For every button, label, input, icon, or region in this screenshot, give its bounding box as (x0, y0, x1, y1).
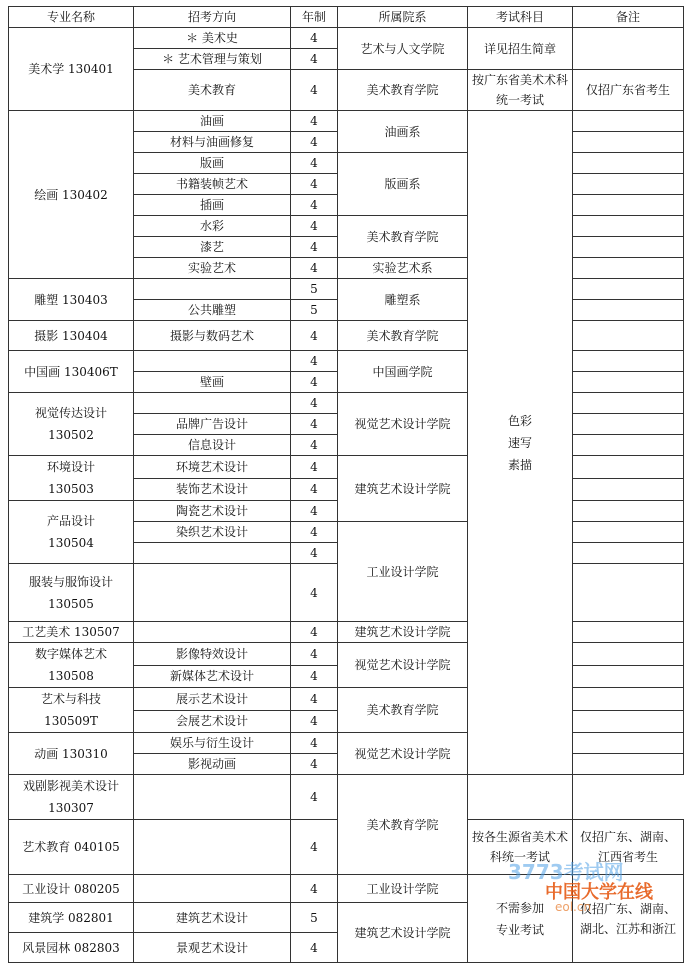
remark-cell (573, 478, 684, 501)
department-cell: 艺术与人文学院 (338, 28, 468, 70)
exam-cell: 按各生源省美术术科统一考试 (468, 820, 573, 875)
years-cell: 4 (291, 754, 338, 775)
table-row (9, 321, 684, 351)
direction-cell (134, 820, 291, 875)
years-cell: 4 (291, 414, 338, 435)
years-cell: 4 (291, 28, 338, 49)
direction-cell: 信息设计 (134, 435, 291, 456)
years-cell: 4 (291, 49, 338, 70)
remark-cell (573, 754, 684, 775)
years-cell: 4 (291, 622, 338, 643)
years-cell: 5 (291, 279, 338, 300)
years-cell: 4 (291, 933, 338, 963)
direction-cell: 水彩 (134, 216, 291, 237)
table-row (9, 393, 684, 414)
remark-cell (573, 28, 684, 70)
direction-cell: ＊ 美术史 (134, 28, 291, 49)
major-cell: 环境设计 130503 (9, 456, 134, 501)
remark-cell (573, 279, 684, 300)
department-cell: 中国画学院 (338, 351, 468, 393)
remark-cell (573, 393, 684, 414)
department-cell: 工业设计学院 (338, 522, 468, 622)
direction-cell: 品牌广告设计 (134, 414, 291, 435)
years-cell: 4 (291, 710, 338, 733)
department-cell: 油画系 (338, 111, 468, 153)
major-cell: 摄影 130404 (9, 321, 134, 351)
direction-cell: 壁画 (134, 372, 291, 393)
table-row (9, 775, 684, 820)
major-cell: 艺术与科技 130509T (9, 688, 134, 733)
remark-cell (573, 564, 684, 622)
direction-cell: 实验艺术 (134, 258, 291, 279)
years-cell: 4 (291, 321, 338, 351)
direction-cell: 版画 (134, 153, 291, 174)
department-cell: 美术教育学院 (338, 70, 468, 111)
exam-cell: 按广东省美术术科统一考试 (468, 70, 573, 111)
years-cell: 4 (291, 237, 338, 258)
years-cell: 4 (291, 522, 338, 543)
exam-subject: 色彩 (507, 413, 532, 428)
table-row (9, 643, 684, 666)
department-cell: 视觉艺术设计学院 (338, 643, 468, 688)
direction-cell: 新媒体艺术设计 (134, 665, 291, 688)
major-cell: 动画 130310 (9, 733, 134, 775)
remark-cell (573, 643, 684, 666)
direction-cell (134, 875, 291, 903)
major-cell: 中国画 130406T (9, 351, 134, 393)
remark-cell (573, 414, 684, 435)
years-cell: 4 (291, 456, 338, 479)
header-direction: 招考方向 (134, 7, 291, 28)
remark-cell (573, 300, 684, 321)
remark-cell (573, 195, 684, 216)
table-row (9, 111, 684, 132)
direction-cell (134, 279, 291, 300)
major-cell: 工业设计 080205 (9, 875, 134, 903)
direction-cell: 公共雕塑 (134, 300, 291, 321)
exam-cell: 不需参加 专业考试 (468, 875, 573, 963)
direction-cell: 美术教育 (134, 70, 291, 111)
years-cell: 4 (291, 372, 338, 393)
major-cell: 风景园林 082803 (9, 933, 134, 963)
remark-cell (573, 321, 684, 351)
direction-cell: 摄影与数码艺术 (134, 321, 291, 351)
remark-cell (573, 688, 684, 711)
table-row (9, 351, 684, 372)
header-row (9, 7, 684, 28)
years-cell: 5 (291, 903, 338, 933)
years-cell: 4 (291, 875, 338, 903)
years-cell: 4 (291, 543, 338, 564)
years-cell: 4 (291, 70, 338, 111)
major-cell: 视觉传达设计 130502 (9, 393, 134, 456)
major-cell: 产品设计 130504 (9, 501, 134, 564)
years-cell: 4 (291, 351, 338, 372)
major-cell: 绘画 130402 (9, 111, 134, 279)
major-cell: 雕塑 130403 (9, 279, 134, 321)
remark-cell (573, 435, 684, 456)
department-cell: 美术教育学院 (338, 688, 468, 733)
direction-cell: 建筑艺术设计 (134, 903, 291, 933)
direction-cell: 展示艺术设计 (134, 688, 291, 711)
years-cell: 4 (291, 153, 338, 174)
major-cell: 戏剧影视美术设计 130307 (9, 775, 134, 820)
department-cell: 视觉艺术设计学院 (338, 733, 468, 775)
remark-cell (573, 665, 684, 688)
direction-cell: 插画 (134, 195, 291, 216)
department-cell: 建筑艺术设计学院 (338, 903, 468, 963)
header-exam: 考试科目 (468, 7, 573, 28)
direction-cell: 染织艺术设计 (134, 522, 291, 543)
header-department: 所属院系 (338, 7, 468, 28)
table-row (9, 456, 684, 479)
years-cell: 5 (291, 300, 338, 321)
header-years: 年制 (291, 7, 338, 28)
direction-cell: 装饰艺术设计 (134, 478, 291, 501)
table-row (9, 875, 684, 903)
remark-cell (573, 543, 684, 564)
years-cell: 4 (291, 435, 338, 456)
exam-subject: 速写 (507, 435, 532, 450)
exam-subject: 素描 (507, 457, 532, 472)
department-cell: 视觉艺术设计学院 (338, 393, 468, 456)
years-cell: 4 (291, 258, 338, 279)
years-cell: 4 (291, 216, 338, 237)
years-cell: 4 (291, 195, 338, 216)
remark-cell (573, 501, 684, 522)
remark-cell (573, 622, 684, 643)
direction-cell: 材料与油画修复 (134, 132, 291, 153)
watermark-url: eol.cn (555, 900, 592, 914)
major-cell: 建筑学 082801 (9, 903, 134, 933)
exam-main-cell (468, 111, 573, 775)
direction-cell: 环境艺术设计 (134, 456, 291, 479)
remark-cell (573, 522, 684, 543)
major-cell: 工艺美术 130507 (9, 622, 134, 643)
remark-cell: 仅招广东、湖南、江西省考生 (573, 820, 684, 875)
header-remark: 备注 (573, 7, 684, 28)
remark-cell (573, 372, 684, 393)
enrollment-table (8, 6, 684, 963)
remark-cell (573, 132, 684, 153)
years-cell: 4 (291, 665, 338, 688)
years-cell: 4 (291, 478, 338, 501)
department-cell: 版画系 (338, 153, 468, 216)
department-cell: 实验艺术系 (338, 258, 468, 279)
department-cell: 工业设计学院 (338, 875, 468, 903)
direction-cell (134, 564, 291, 622)
remark-cell: 仅招广东、湖南、湖北、江苏和浙江 (573, 875, 684, 963)
remark-cell: 仅招广东省考生 (573, 70, 684, 111)
table-row (9, 733, 684, 754)
years-cell: 4 (291, 643, 338, 666)
major-cell: 服装与服饰设计 130505 (9, 564, 134, 622)
watermark-brand: 中国大学在线 (545, 882, 653, 903)
remark-cell (573, 111, 684, 132)
direction-cell (134, 775, 291, 820)
table-row (9, 622, 684, 643)
department-cell: 建筑艺术设计学院 (338, 622, 468, 643)
remark-cell (573, 153, 684, 174)
department-cell: 建筑艺术设计学院 (338, 456, 468, 522)
department-cell: 美术教育学院 (338, 775, 468, 875)
watermark-site: 3773考试网 (508, 860, 624, 884)
remark-cell (573, 258, 684, 279)
direction-cell (134, 393, 291, 414)
table-row (9, 279, 684, 300)
table-row (9, 688, 684, 711)
direction-cell: ＊ 艺术管理与策划 (134, 49, 291, 70)
direction-cell: 影视动画 (134, 754, 291, 775)
department-cell: 雕塑系 (338, 279, 468, 321)
remark-cell (573, 216, 684, 237)
remark-cell (573, 174, 684, 195)
direction-cell (134, 351, 291, 372)
remark-cell (573, 710, 684, 733)
years-cell: 4 (291, 393, 338, 414)
direction-cell (134, 622, 291, 643)
major-cell: 艺术教育 040105 (9, 820, 134, 875)
remark-cell (573, 733, 684, 754)
years-cell: 4 (291, 564, 338, 622)
direction-cell: 油画 (134, 111, 291, 132)
header-major: 专业名称 (9, 7, 134, 28)
direction-cell: 书籍装帧艺术 (134, 174, 291, 195)
remark-cell (573, 456, 684, 479)
direction-cell: 漆艺 (134, 237, 291, 258)
major-cell: 美术学 130401 (9, 28, 134, 111)
direction-cell: 影像特效设计 (134, 643, 291, 666)
years-cell: 4 (291, 132, 338, 153)
direction-cell: 景观艺术设计 (134, 933, 291, 963)
years-cell: 4 (291, 733, 338, 754)
exam-cell: 详见招生简章 (468, 28, 573, 70)
remark-cell (573, 237, 684, 258)
direction-cell: 会展艺术设计 (134, 710, 291, 733)
years-cell: 4 (291, 688, 338, 711)
department-cell: 美术教育学院 (338, 216, 468, 258)
remark-cell (468, 775, 573, 820)
major-cell: 数字媒体艺术 130508 (9, 643, 134, 688)
years-cell: 4 (291, 820, 338, 875)
years-cell: 4 (291, 501, 338, 522)
direction-cell: 娱乐与衍生设计 (134, 733, 291, 754)
direction-cell (134, 543, 291, 564)
direction-cell: 陶瓷艺术设计 (134, 501, 291, 522)
department-cell: 美术教育学院 (338, 321, 468, 351)
years-cell: 4 (291, 775, 338, 820)
years-cell: 4 (291, 174, 338, 195)
remark-cell (573, 351, 684, 372)
table-row (9, 28, 684, 49)
years-cell: 4 (291, 111, 338, 132)
